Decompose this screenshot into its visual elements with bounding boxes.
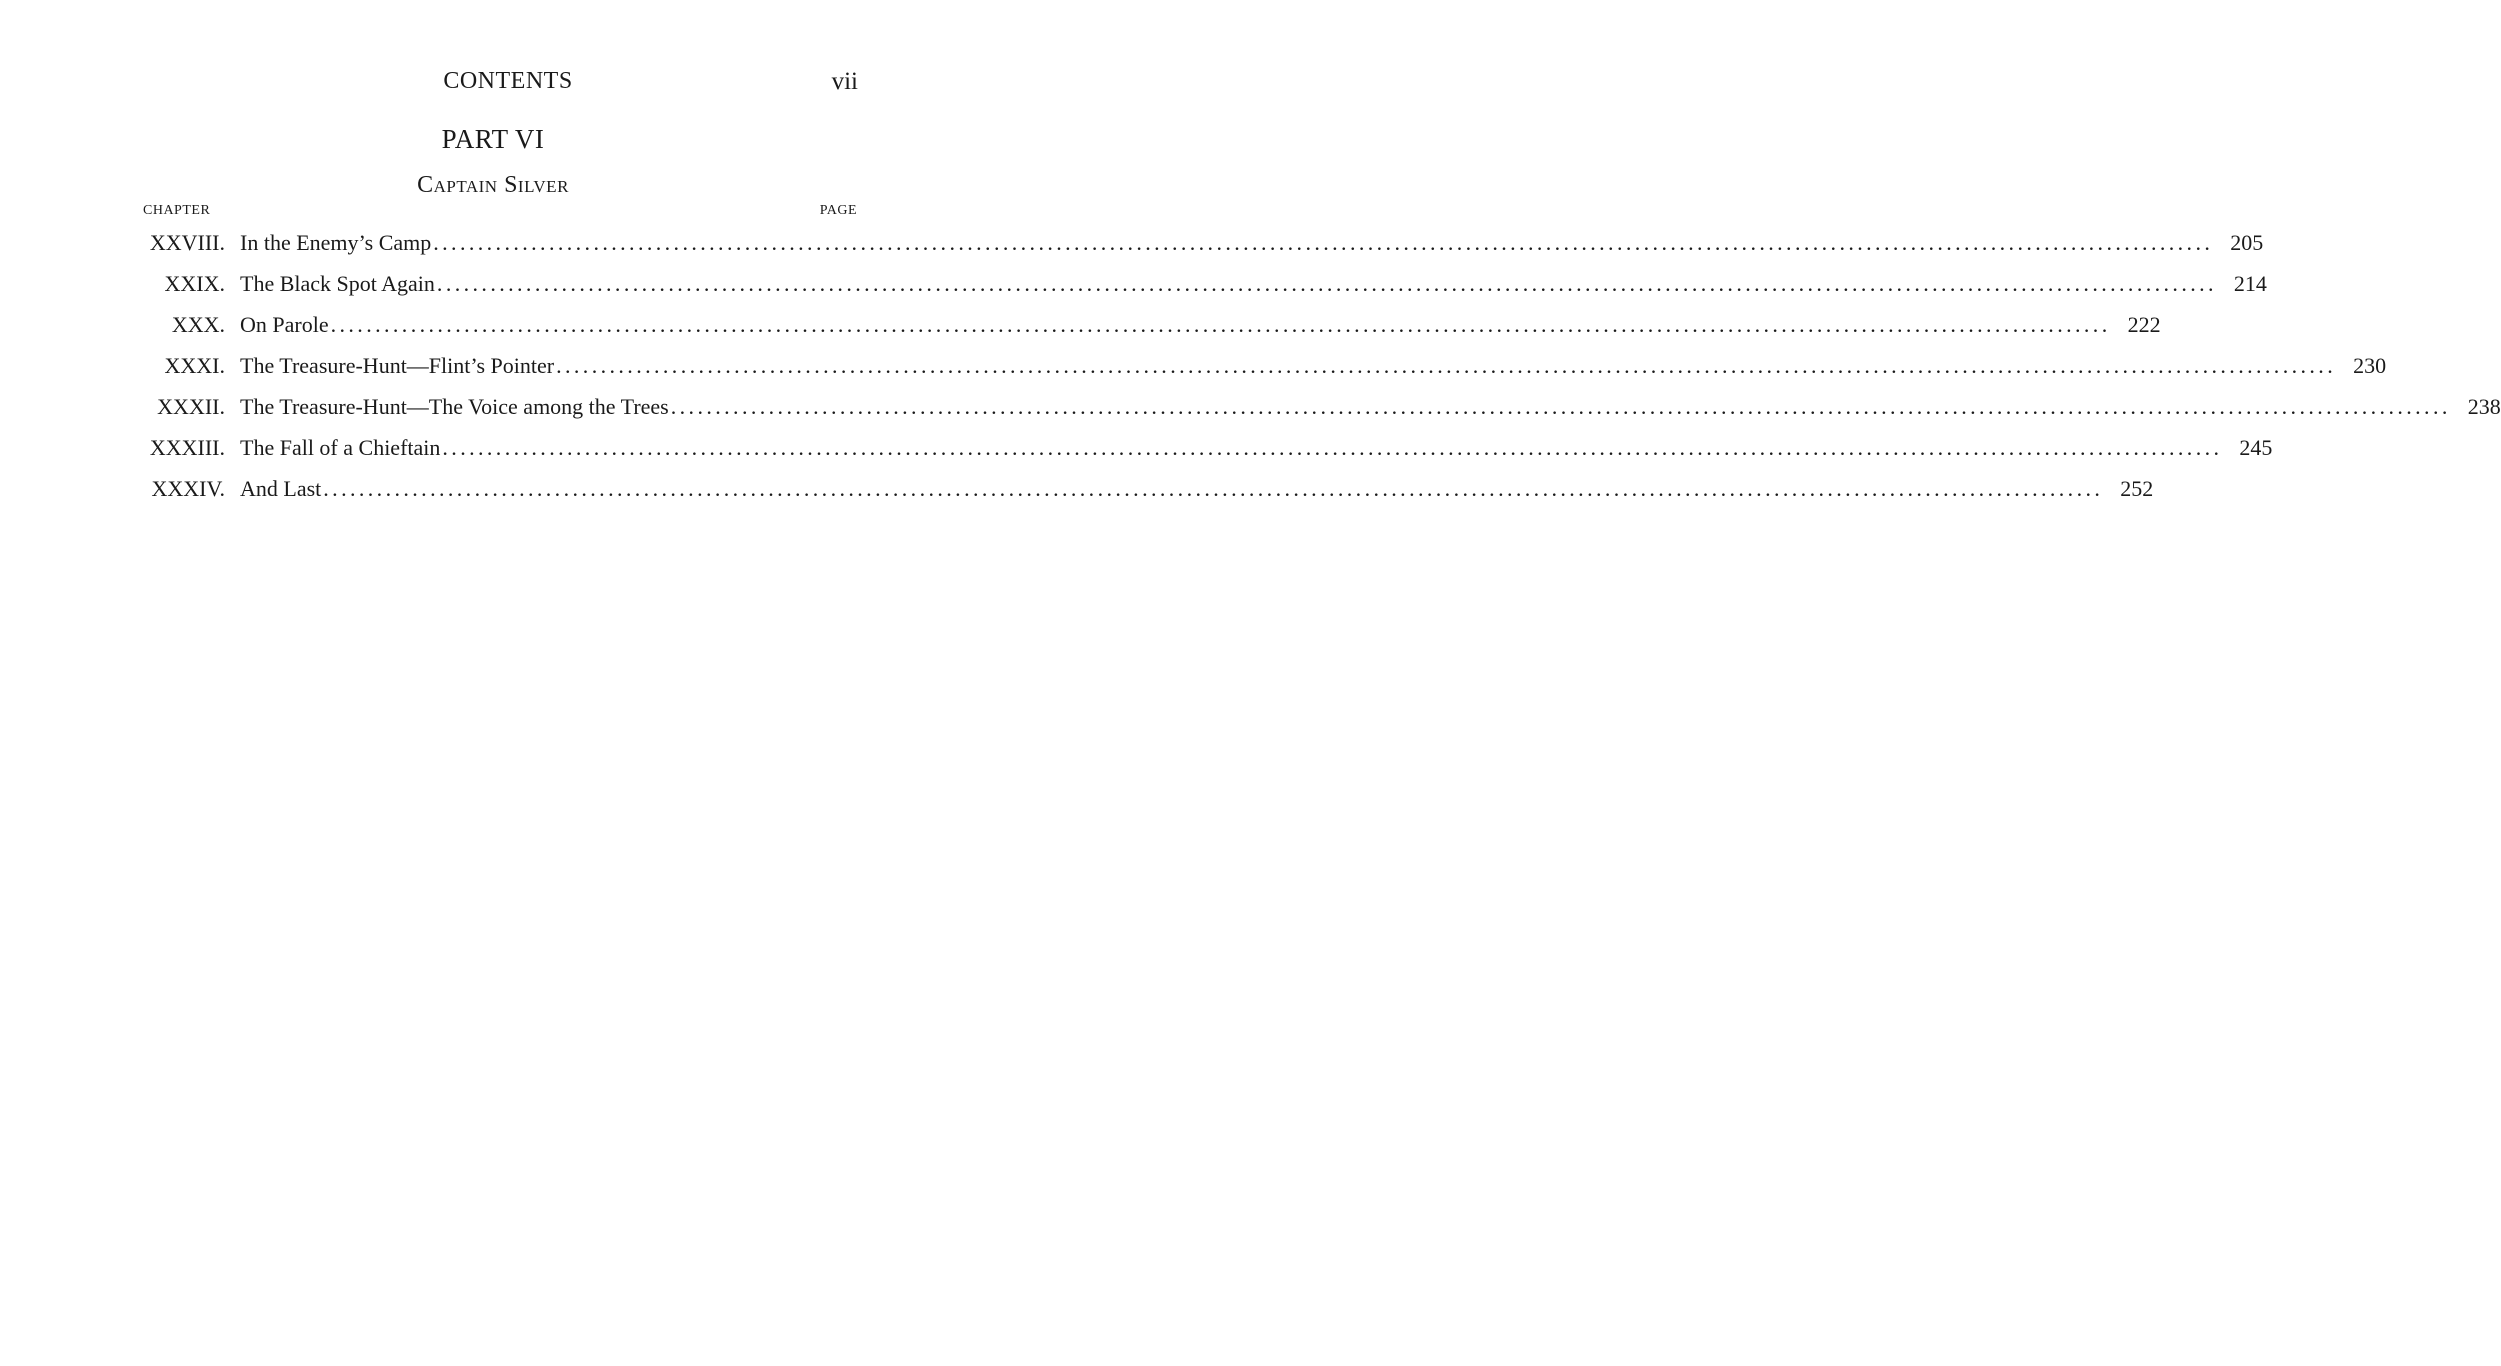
chapter-number: XXXIV. xyxy=(151,476,225,501)
chapter-title: The Fall of a Chieftain xyxy=(240,435,441,460)
running-head xyxy=(0,68,1000,102)
page-column-label: PAGE xyxy=(819,203,857,218)
chapter-title: The Black Spot Again xyxy=(240,271,435,296)
toc-entry xyxy=(135,468,2154,509)
toc-entry xyxy=(135,263,2267,304)
page-number: 214 xyxy=(2233,271,2267,296)
chapter-title: The Treasure-Hunt—The Voice among the Trees xyxy=(240,394,669,419)
chapter-number: XXXI. xyxy=(164,353,225,378)
page-number: 245 xyxy=(2239,435,2273,460)
dot-leader: ........................................................................................................................................................................................................ xyxy=(442,435,2223,460)
chapter-title: On Parole xyxy=(240,312,329,337)
chapter-title: The Treasure-Hunt—Flint’s Pointer xyxy=(240,353,555,378)
running-title: CONTENTS xyxy=(443,68,573,94)
page-number: 205 xyxy=(2230,230,2264,255)
chapter-title: In the Enemy’s Camp xyxy=(240,230,432,255)
chapter-title: And Last xyxy=(240,476,322,501)
toc-entry xyxy=(135,304,2161,345)
table-of-contents xyxy=(135,222,2501,509)
dot-leader: ........................................................................................................................................................................................................ xyxy=(436,271,2217,296)
toc-entry xyxy=(135,345,2387,386)
page-number: 222 xyxy=(2127,312,2161,337)
page-folio: vii xyxy=(831,68,858,95)
chapter-column-label: CHAPTER xyxy=(143,203,211,218)
dot-leader: ........................................................................................................................................................................................................ xyxy=(330,312,2111,337)
dot-leader: ........................................................................................................................................................................................................ xyxy=(556,353,2337,378)
toc-entry xyxy=(135,427,2273,468)
chapter-number: XXXII. xyxy=(157,394,225,419)
chapter-number: XXXIII. xyxy=(149,435,225,460)
dot-leader: ........................................................................................................................................................................................................ xyxy=(323,476,2104,501)
chapter-number: XXVIII. xyxy=(149,230,225,255)
page-number: 252 xyxy=(2120,476,2154,501)
part-heading: PART VI xyxy=(441,124,545,154)
toc-entry xyxy=(135,222,2264,263)
dot-leader: ........................................................................................................................................................................................................ xyxy=(433,230,2214,255)
page-number: 230 xyxy=(2353,353,2387,378)
chapter-number: XXX. xyxy=(171,312,225,337)
page-number: 238 xyxy=(2467,394,2501,419)
toc-entry xyxy=(135,386,2501,427)
chapter-number: XXIX. xyxy=(164,271,225,296)
dot-leader: ........................................................................................................................................................................................................ xyxy=(670,394,2451,419)
part-title: Captain Silver xyxy=(417,172,569,198)
